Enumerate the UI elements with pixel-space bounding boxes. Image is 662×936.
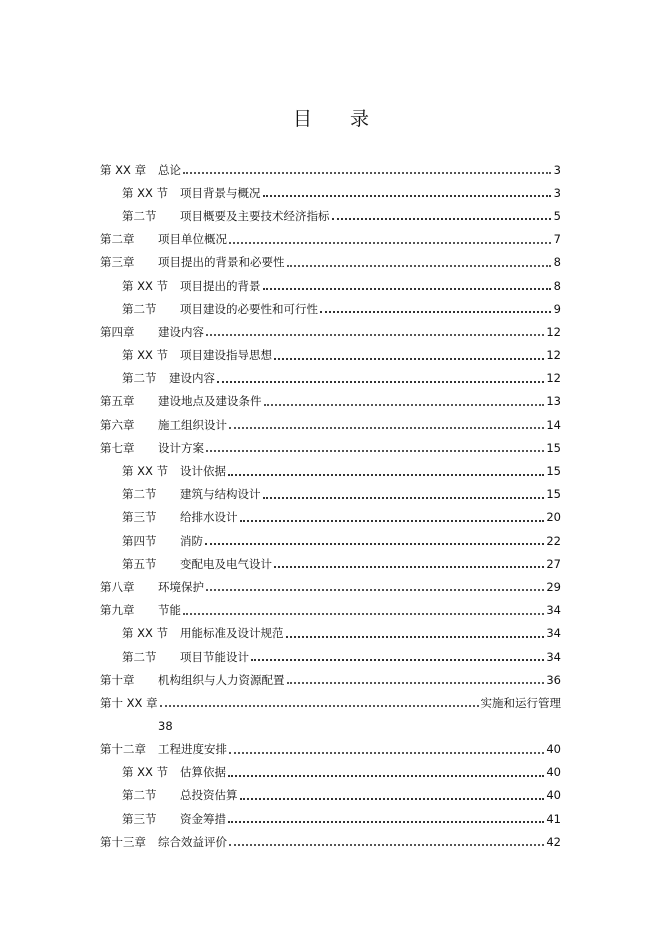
entry-title: 环境保护 xyxy=(158,579,204,594)
dot-leader xyxy=(205,542,544,545)
entry-number: 第七章 xyxy=(100,440,135,455)
toc-entry[interactable] xyxy=(100,228,561,251)
entry-title: 用能标准及设计规范 xyxy=(180,626,284,641)
toc-entry[interactable] xyxy=(100,483,561,506)
toc-entry[interactable] xyxy=(100,413,561,436)
entry-number: 第十三章 xyxy=(100,834,146,849)
entry-page: 8 xyxy=(553,278,561,293)
dot-leader xyxy=(160,704,479,707)
dot-leader xyxy=(263,287,552,290)
entry-page: 38 xyxy=(158,719,173,733)
entry-page: 14 xyxy=(546,417,561,432)
entry-number: 第十章 xyxy=(100,672,135,687)
entry-page: 7 xyxy=(553,232,561,247)
title-char-right: 录 xyxy=(350,108,370,130)
entry-number: 第三节 xyxy=(122,811,157,826)
toc-entry[interactable] xyxy=(100,320,561,343)
toc-entry[interactable] xyxy=(100,645,561,668)
entry-page: 34 xyxy=(546,626,561,641)
dot-leader xyxy=(229,426,544,429)
entry-page: 12 xyxy=(546,371,561,386)
dot-leader xyxy=(274,565,544,568)
toc-entry[interactable] xyxy=(100,459,561,482)
entry-number: 第二节 xyxy=(122,788,157,803)
dot-leader xyxy=(206,449,544,452)
entry-page: 20 xyxy=(546,510,561,525)
toc-entry[interactable] xyxy=(100,297,561,320)
toc-entry[interactable] xyxy=(100,181,561,204)
dot-leader xyxy=(229,241,551,244)
entry-title: 机构组织与人力资源配置 xyxy=(158,672,285,687)
dot-leader xyxy=(206,333,544,336)
dot-leader xyxy=(287,264,552,267)
entry-title: 综合效益评价 xyxy=(158,834,227,849)
entry-page: 12 xyxy=(546,324,561,339)
entry-number: 第五节 xyxy=(122,556,157,571)
toc-entry[interactable] xyxy=(100,506,561,529)
entry-number: 第 XX 节 xyxy=(122,765,169,780)
dot-leader xyxy=(206,588,544,591)
dot-leader xyxy=(229,751,544,754)
entry-title: 项目背景与概况 xyxy=(180,185,261,200)
entry-page: 5 xyxy=(553,208,561,223)
entry-title: 给排水设计 xyxy=(180,510,238,525)
entry-title: 设计依据 xyxy=(180,464,226,479)
entry-number: 第二节 xyxy=(122,301,157,316)
entry-number: 第八章 xyxy=(100,579,135,594)
entry-page: 8 xyxy=(553,255,561,270)
dot-leader xyxy=(229,843,544,846)
entry-page: 34 xyxy=(546,649,561,664)
entry-number: 第三节 xyxy=(122,510,157,525)
entry-number: 第 XX 节 xyxy=(122,464,169,479)
entry-number: 第六章 xyxy=(100,417,135,432)
entry-page: 42 xyxy=(546,834,561,849)
entry-title: 设计方案 xyxy=(158,440,204,455)
table-of-contents xyxy=(100,158,561,853)
entry-number: 第五章 xyxy=(100,394,135,409)
entry-page: 15 xyxy=(546,464,561,479)
entry-number: 第十二章 xyxy=(100,742,146,757)
entry-page: 12 xyxy=(546,348,561,363)
entry-title: 项目单位概况 xyxy=(158,232,227,247)
entry-title: 总投资估算 xyxy=(180,788,238,803)
dot-leader xyxy=(264,403,545,406)
entry-number: 第二节 xyxy=(122,371,157,386)
entry-number: 第十 XX 章 xyxy=(100,695,158,710)
entry-title: 建设内容 xyxy=(158,324,204,339)
entry-page: 40 xyxy=(546,788,561,803)
entry-number: 第三章 xyxy=(100,255,135,270)
toc-entry[interactable] xyxy=(100,158,561,181)
entry-title: 实施和运行管理 xyxy=(480,695,561,710)
entry-title: 施工组织设计 xyxy=(158,417,227,432)
dot-leader xyxy=(217,380,544,383)
title-char-left: 目 xyxy=(292,108,312,130)
entry-number: 第 XX 章 xyxy=(100,162,147,177)
dot-leader xyxy=(251,658,544,661)
entry-number: 第二章 xyxy=(100,232,135,247)
dot-leader xyxy=(332,217,552,220)
entry-page: 9 xyxy=(553,301,561,316)
toc-entry-continuation xyxy=(100,715,561,738)
toc-entry[interactable] xyxy=(100,691,561,714)
entry-number: 第二节 xyxy=(122,208,157,223)
entry-number: 第四节 xyxy=(122,533,157,548)
dot-leader xyxy=(320,310,551,313)
toc-entry[interactable] xyxy=(100,830,561,853)
dot-leader xyxy=(263,194,552,197)
entry-page: 3 xyxy=(553,162,561,177)
entry-page: 40 xyxy=(546,765,561,780)
entry-title: 项目节能设计 xyxy=(180,649,249,664)
entry-title: 变配电及电气设计 xyxy=(180,556,272,571)
toc-entry[interactable] xyxy=(100,204,561,227)
entry-number: 第二节 xyxy=(122,487,157,502)
dot-leader xyxy=(286,635,545,638)
toc-entry[interactable] xyxy=(100,784,561,807)
toc-entry[interactable] xyxy=(100,807,561,830)
entry-number: 第 XX 节 xyxy=(122,278,169,293)
entry-number: 第四章 xyxy=(100,324,135,339)
dot-leader xyxy=(183,171,551,174)
entry-page: 13 xyxy=(546,394,561,409)
entry-title: 项目提出的背景和必要性 xyxy=(158,255,285,270)
dot-leader xyxy=(274,357,544,360)
entry-page: 27 xyxy=(546,556,561,571)
dot-leader xyxy=(240,519,545,522)
toc-entry[interactable] xyxy=(100,552,561,575)
entry-title: 消防 xyxy=(180,533,203,548)
dot-leader xyxy=(263,496,545,499)
entry-page: 41 xyxy=(546,811,561,826)
toc-entry[interactable] xyxy=(100,529,561,552)
toc-entry[interactable] xyxy=(100,274,561,297)
entry-page: 34 xyxy=(546,603,561,618)
entry-title: 项目建设指导思想 xyxy=(180,348,272,363)
entry-page: 40 xyxy=(546,742,561,757)
entry-number: 第 XX 节 xyxy=(122,185,169,200)
entry-title: 建设内容 xyxy=(169,371,215,386)
dot-leader xyxy=(240,797,545,800)
entry-title: 项目建设的必要性和可行性 xyxy=(180,301,318,316)
toc-entry[interactable] xyxy=(100,390,561,413)
entry-title: 建筑与结构设计 xyxy=(180,487,261,502)
toc-entry[interactable] xyxy=(100,251,561,274)
dot-leader xyxy=(183,612,544,615)
entry-title: 项目概要及主要技术经济指标 xyxy=(180,208,330,223)
toc-entry[interactable] xyxy=(100,599,561,622)
toc-entry[interactable] xyxy=(100,575,561,598)
entry-page: 15 xyxy=(546,487,561,502)
entry-title: 资金筹措 xyxy=(180,811,226,826)
dot-leader xyxy=(287,681,545,684)
entry-title: 估算依据 xyxy=(180,765,226,780)
toc-entry[interactable] xyxy=(100,344,561,367)
dot-leader xyxy=(228,774,544,777)
entry-title: 节能 xyxy=(158,603,181,618)
toc-entry[interactable] xyxy=(100,761,561,784)
entry-page: 29 xyxy=(546,579,561,594)
entry-number: 第 XX 节 xyxy=(122,626,169,641)
toc-entry[interactable] xyxy=(100,367,561,390)
entry-title: 总论 xyxy=(158,162,181,177)
toc-entry[interactable] xyxy=(100,622,561,645)
entry-number: 第 XX 节 xyxy=(122,348,169,363)
toc-entry[interactable] xyxy=(100,668,561,691)
entry-title: 项目提出的背景 xyxy=(180,278,261,293)
toc-entry[interactable] xyxy=(100,738,561,761)
entry-title: 工程进度安排 xyxy=(158,742,227,757)
entry-number: 第二节 xyxy=(122,649,157,664)
entry-page: 22 xyxy=(546,533,561,548)
entry-title: 建设地点及建设条件 xyxy=(158,394,262,409)
entry-number: 第九章 xyxy=(100,603,135,618)
dot-leader xyxy=(228,473,544,476)
entry-page: 36 xyxy=(546,672,561,687)
toc-entry[interactable] xyxy=(100,436,561,459)
entry-page: 15 xyxy=(546,440,561,455)
page-title xyxy=(0,104,662,131)
dot-leader xyxy=(228,820,544,823)
entry-page: 3 xyxy=(553,185,561,200)
